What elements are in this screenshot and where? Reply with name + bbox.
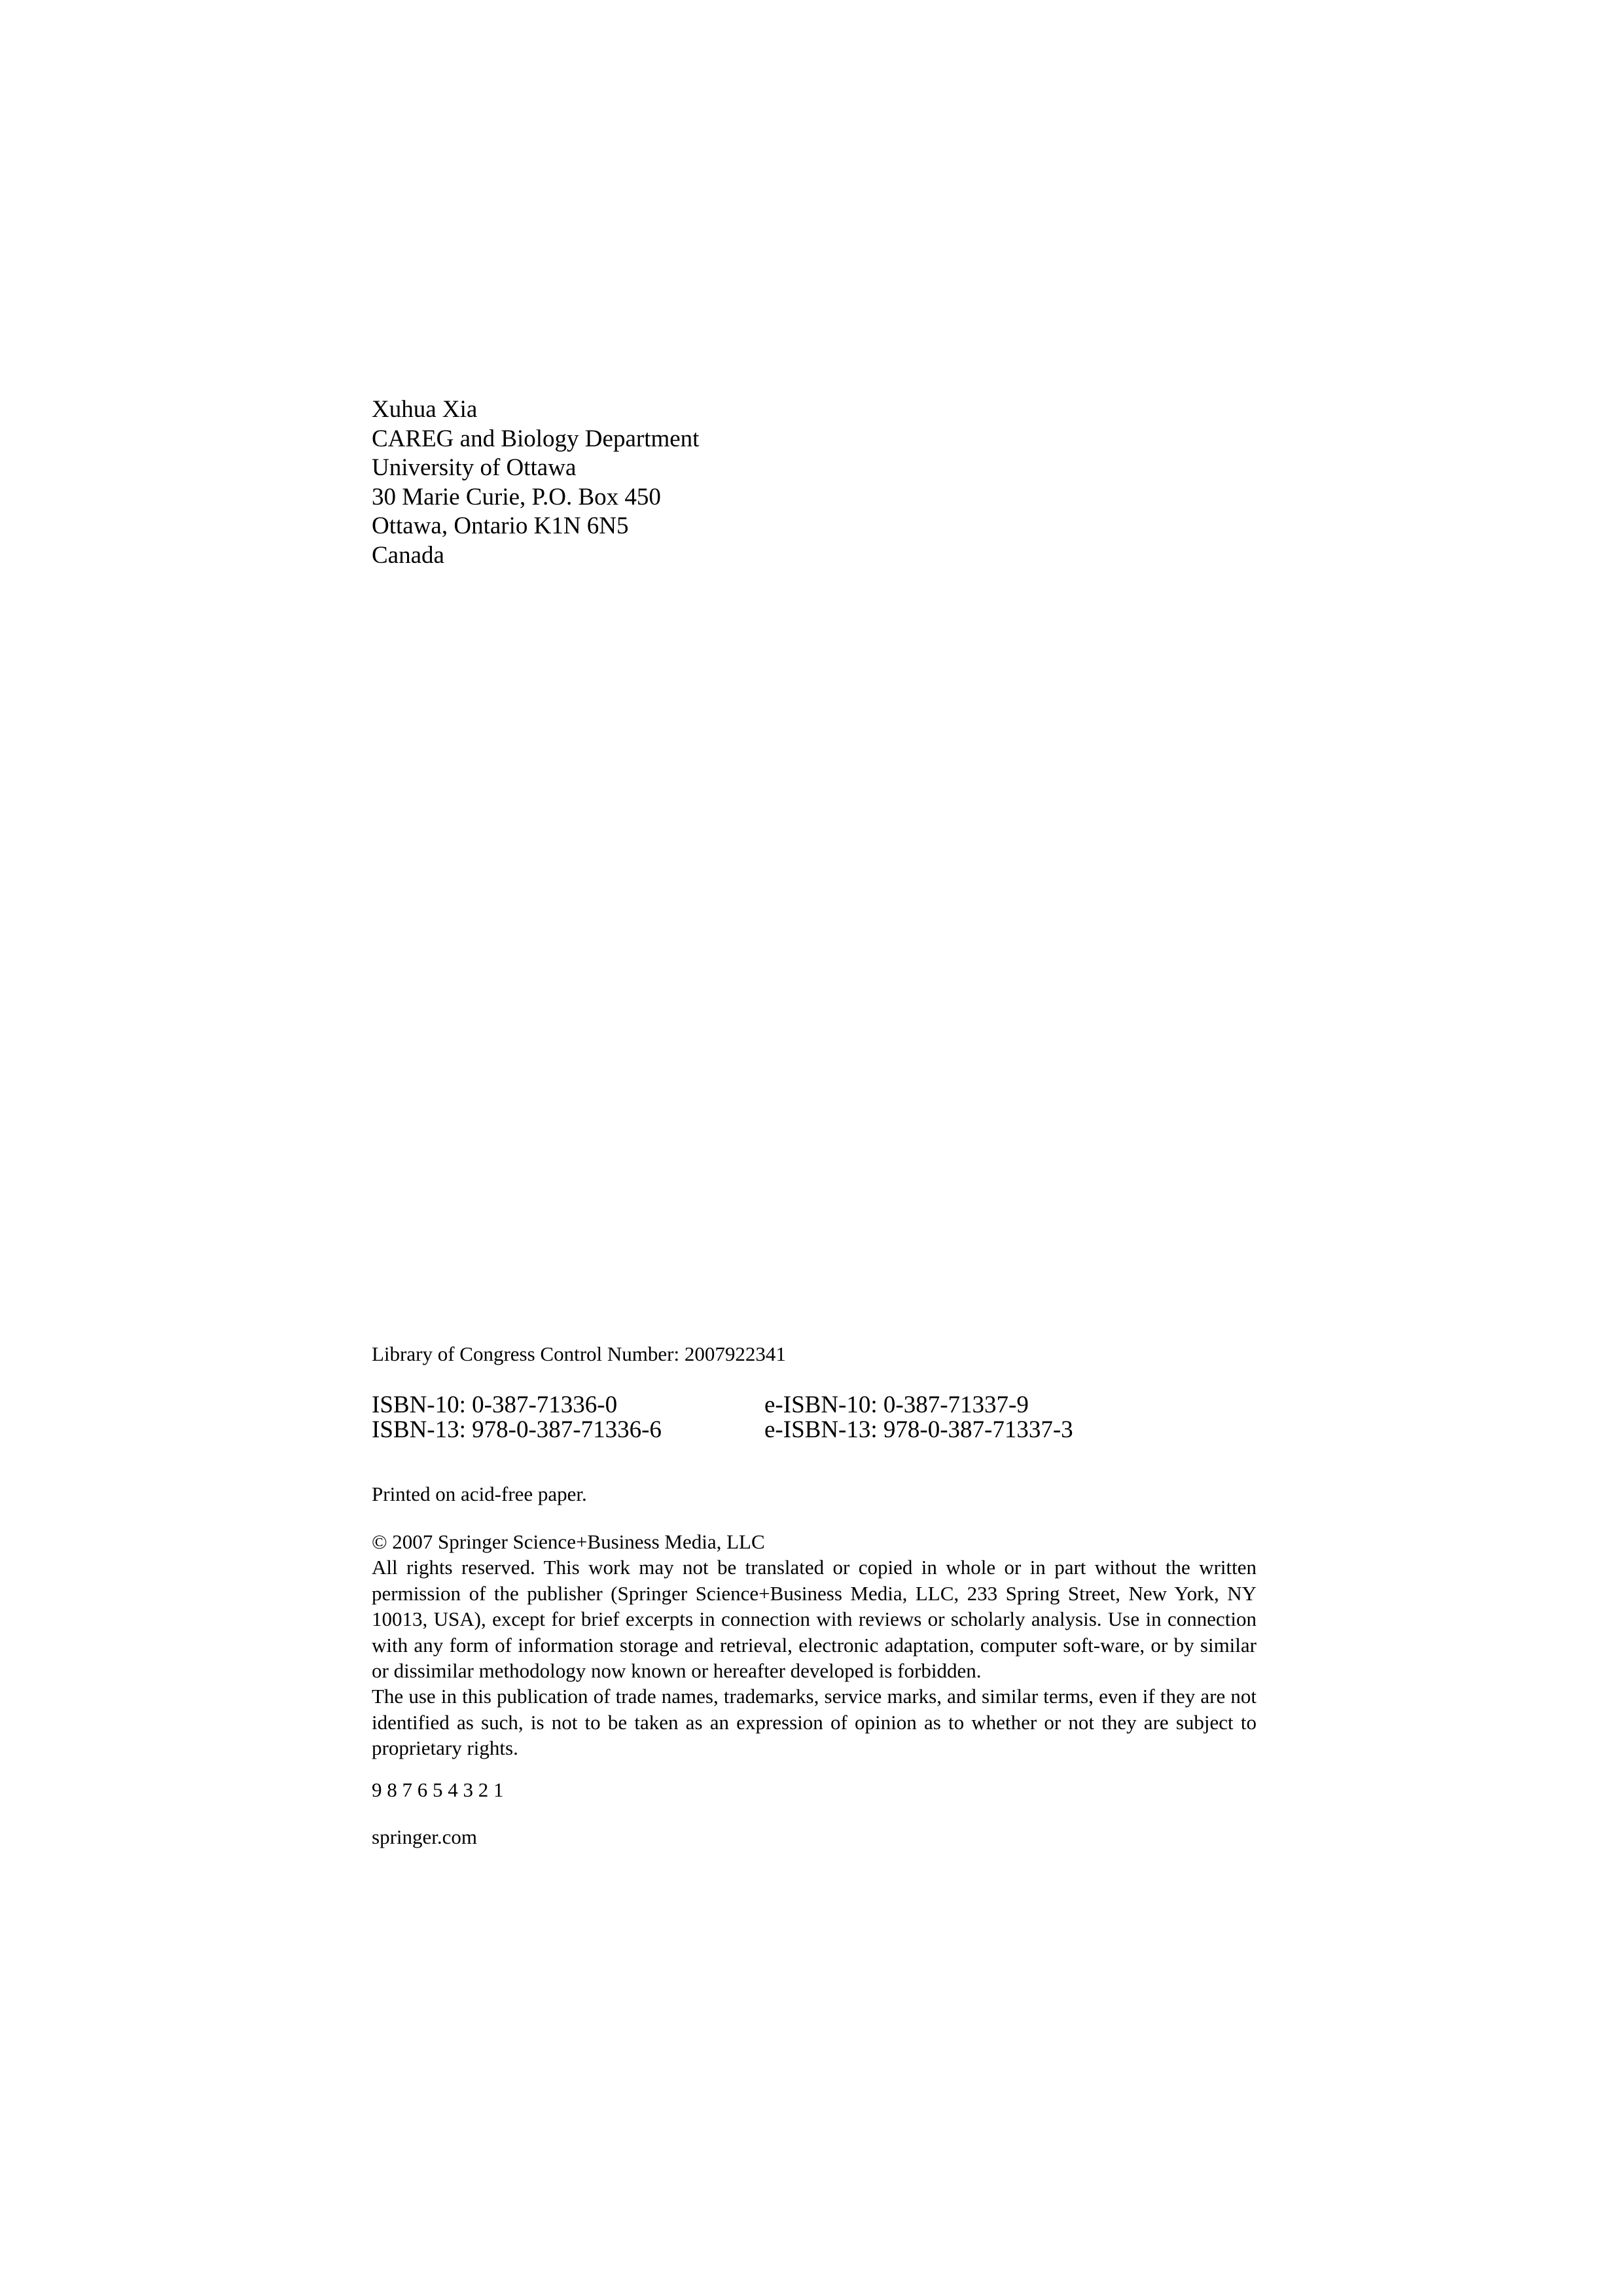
author-name: Xuhua Xia: [372, 396, 478, 423]
lccn-line: Library of Congress Control Number: 2007922341: [372, 1342, 786, 1365]
author-university: University of Ottawa: [372, 454, 577, 481]
printing-number-line: 9 8 7 6 5 4 3 2 1: [372, 1778, 504, 1801]
eisbn-13: e-ISBN-13: 978-0-387-71337-3: [764, 1416, 1073, 1443]
isbn-13: ISBN-13: 978-0-387-71336-6: [372, 1416, 662, 1443]
printed-note: Printed on acid-free paper.: [372, 1482, 587, 1505]
copyright-block: [372, 1529, 1257, 1761]
author-street: 30 Marie Curie, P.O. Box 450: [372, 483, 661, 511]
publisher-website: springer.com: [372, 1825, 477, 1848]
author-country: Canada: [372, 541, 444, 569]
eisbn-10: e-ISBN-10: 0-387-71337-9: [764, 1391, 1029, 1418]
copyright-line: © 2007 Springer Science+Business Media, LLC: [372, 1530, 765, 1553]
isbn-row-13: [372, 1418, 1262, 1443]
isbn-block: [372, 1393, 1262, 1443]
author-department: CAREG and Biology Department: [372, 425, 700, 452]
rights-paragraph: All rights reserved. This work may not be translated or copied in whole or in part without the written permission of the publisher (Springer Science+Business Media, LLC, 233 Spring Street, New York, NY 10013, USA), except for brief excerpts in connection with reviews or scholarly analysis. Use in connection with any form of information storage and retrieval, electronic adaptation, computer soft-ware, or by similar or dissimilar methodology now known or hereafter developed is forbidden.: [372, 1556, 1257, 1683]
isbn-row-10: [372, 1393, 1262, 1418]
trademark-paragraph: The use in this publication of trade names, trademarks, service marks, and similar terms, even if they are not identified as such, is not to be taken as an expression of opinion as to whether or not they are subject to proprietary rights.: [372, 1685, 1257, 1760]
author-city: Ottawa, Ontario K1N 6N5: [372, 512, 629, 539]
isbn-10: ISBN-10: 0-387-71336-0: [372, 1391, 618, 1418]
author-address-block: [372, 395, 1157, 570]
